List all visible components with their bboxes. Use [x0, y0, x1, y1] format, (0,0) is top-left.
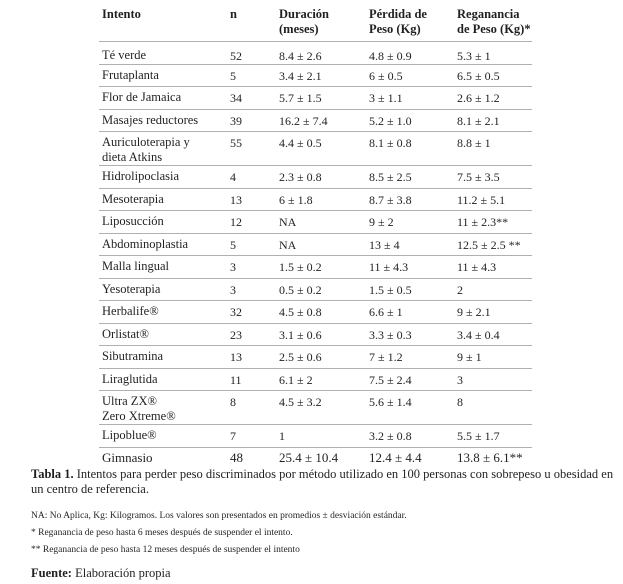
cell-intento	[102, 394, 274, 424]
cell-reganancia: 6.5 ± 0.5	[457, 68, 500, 83]
cell-perdida: 11 ± 4.3	[369, 260, 409, 274]
cell-intento-line1: Liraglutida	[102, 371, 158, 386]
cell-intento-line1: Ultra ZX®	[102, 394, 157, 408]
table-caption	[31, 467, 616, 496]
header-reganancia-line2: de Peso (Kg)*	[457, 22, 531, 36]
table-row	[99, 391, 532, 425]
cell-reganancia: 8	[457, 395, 463, 409]
cell-intento-line1: Sibutramina	[102, 349, 164, 363]
cell-duracion: 4.4 ± 0.5	[279, 136, 322, 150]
cell-intento	[102, 259, 274, 274]
cell-n: 13	[230, 192, 242, 207]
cell-duracion: NA	[279, 237, 297, 252]
cell-reganancia: 5.5 ± 1.7	[457, 429, 500, 443]
cell-perdida: 3 ± 1.1	[369, 91, 403, 105]
table-row	[99, 166, 532, 189]
cell-n: 48	[230, 449, 243, 465]
cell-perdida: 8.1 ± 0.8	[369, 136, 412, 150]
cell-perdida: 5.2 ± 1.0	[369, 113, 412, 128]
header-perdida-line2: Peso (Kg)	[369, 22, 421, 36]
source-text: Elaboración propia	[75, 566, 171, 580]
cell-intento-line1: Flor de Jamaica	[102, 90, 182, 104]
cell-intento-line1: Liposucción	[102, 214, 164, 228]
cell-perdida: 7.5 ± 2.4	[369, 372, 412, 387]
cell-duracion: 2.3 ± 0.8	[279, 170, 322, 184]
cell-intento-line2: Zero Xtreme®	[102, 409, 176, 423]
source-label: Fuente:	[31, 566, 72, 580]
table-row	[99, 448, 532, 470]
table-row	[99, 132, 532, 166]
table-row	[99, 256, 532, 279]
table-row	[99, 65, 532, 88]
cell-duracion: 6 ± 1.8	[279, 192, 313, 207]
cell-intento	[102, 48, 274, 63]
cell-perdida: 5.6 ± 1.4	[369, 395, 412, 409]
cell-reganancia: 11 ± 2.3**	[457, 215, 509, 229]
cell-intento-line1: Mesoterapia	[102, 191, 164, 206]
cell-intento-line1: Lipoblue®	[102, 428, 157, 442]
note-double-asterisk: ** Reganancia de peso hasta 12 meses después de suspender el intento	[31, 545, 300, 555]
table-row	[99, 189, 532, 212]
cell-duracion: 2.5 ± 0.6	[279, 350, 322, 364]
header-duracion-line1: Duración	[279, 7, 329, 21]
header-reganancia-line1: Reganancia	[457, 7, 520, 21]
cell-intento-line2: dieta Atkins	[102, 150, 163, 164]
cell-duracion: 3.1 ± 0.6	[279, 327, 322, 342]
cell-intento	[102, 327, 274, 342]
table-row	[99, 369, 532, 392]
cell-reganancia: 5.3 ± 1	[457, 49, 491, 63]
cell-intento-line1: Té verde	[102, 48, 147, 62]
cell-intento-line1: Masajes reductores	[102, 112, 199, 127]
cell-intento	[102, 237, 274, 252]
cell-duracion: 1	[279, 429, 285, 443]
cell-perdida: 6 ± 0.5	[369, 68, 403, 83]
cell-duracion: 5.7 ± 1.5	[279, 91, 322, 105]
cell-intento-line1: Yesoterapia	[102, 281, 161, 296]
cell-reganancia: 8.1 ± 2.1	[457, 113, 500, 128]
cell-intento-line1: Gimnasio	[102, 449, 153, 465]
cell-intento	[102, 192, 274, 207]
cell-intento	[102, 428, 274, 443]
cell-intento	[102, 214, 274, 229]
cell-duracion: 1.5 ± 0.2	[279, 260, 322, 274]
source-line	[31, 566, 171, 581]
cell-duracion: 4.5 ± 0.8	[279, 305, 322, 319]
header-duracion-line2: (meses)	[279, 22, 319, 36]
cell-intento-line1: Hidrolipoclasia	[102, 169, 180, 183]
cell-intento-line1: Auriculoterapia y	[102, 135, 190, 149]
cell-reganancia: 7.5 ± 3.5	[457, 170, 500, 184]
cell-intento	[102, 90, 274, 105]
table-row	[99, 279, 532, 302]
note-single-asterisk: * Reganancia de peso hasta 6 meses después de suspender el intento.	[31, 528, 293, 538]
cell-perdida: 4.8 ± 0.9	[369, 49, 412, 63]
cell-intento	[102, 372, 274, 387]
cell-duracion: 16.2 ± 7.4	[279, 113, 328, 128]
weight-loss-table	[99, 4, 532, 469]
table-row	[99, 324, 532, 347]
cell-intento	[102, 282, 274, 297]
table-row	[99, 42, 532, 65]
header-perdida-line1: Pérdida de	[369, 7, 427, 21]
cell-perdida: 13 ± 4	[369, 237, 400, 252]
cell-perdida: 12.4 ± 4.4	[369, 449, 422, 465]
cell-reganancia: 11.2 ± 5.1	[457, 192, 506, 207]
cell-n: 8	[230, 395, 236, 409]
cell-n: 39	[230, 113, 242, 128]
cell-n: 52	[230, 49, 242, 63]
cell-duracion: 0.5 ± 0.2	[279, 282, 322, 297]
cell-intento-line1: Abdominoplastia	[102, 236, 189, 251]
cell-intento	[102, 349, 274, 364]
table-row	[99, 87, 532, 110]
header-n: n	[230, 7, 237, 21]
cell-reganancia: 3	[457, 372, 463, 387]
cell-intento	[102, 68, 274, 83]
cell-reganancia: 2.6 ± 1.2	[457, 91, 500, 105]
cell-perdida: 1.5 ± 0.5	[369, 282, 412, 297]
table-row	[99, 110, 532, 133]
cell-perdida: 8.5 ± 2.5	[369, 170, 412, 184]
cell-intento	[102, 304, 274, 319]
cell-n: 55	[230, 136, 242, 150]
cell-duracion: 4.5 ± 3.2	[279, 395, 322, 409]
cell-reganancia: 9 ± 1	[457, 350, 482, 364]
cell-intento	[102, 113, 274, 128]
cell-duracion: 8.4 ± 2.6	[279, 49, 322, 63]
cell-reganancia: 13.8 ± 6.1**	[457, 449, 523, 465]
cell-intento	[102, 169, 274, 184]
header-duracion	[279, 7, 329, 37]
cell-intento	[102, 135, 274, 165]
table-body	[99, 42, 532, 469]
cell-reganancia: 9 ± 2.1	[457, 305, 491, 319]
cell-n: 12	[230, 215, 242, 229]
cell-n: 5	[230, 237, 236, 252]
cell-duracion: 25.4 ± 10.4	[279, 449, 339, 465]
cell-duracion: 6.1 ± 2	[279, 372, 313, 387]
table-row	[99, 346, 532, 369]
cell-n: 34	[230, 91, 242, 105]
cell-perdida: 9 ± 2	[369, 215, 394, 229]
cell-n: 5	[230, 68, 236, 83]
caption-text: Intentos para perder peso discriminados por método utilizado en 100 personas con sobrepeso u obesidad en un centro de referencia.	[31, 467, 614, 496]
header-perdida	[369, 7, 427, 37]
cell-reganancia: 2	[457, 282, 463, 297]
cell-n: 3	[230, 282, 236, 297]
cell-reganancia: 11 ± 4.3	[457, 260, 497, 274]
cell-reganancia: 12.5 ± 2.5 **	[457, 237, 521, 252]
table-row	[99, 211, 532, 234]
cell-n: 11	[230, 372, 242, 387]
cell-perdida: 3.3 ± 0.3	[369, 327, 412, 342]
note-abbreviations: NA: No Aplica, Kg: Kilogramos. Los valores son presentados en promedios ± desviación estándar.	[31, 511, 407, 521]
table-row	[99, 234, 532, 257]
cell-intento	[102, 450, 274, 465]
table-header	[99, 4, 532, 42]
cell-perdida: 3.2 ± 0.8	[369, 429, 412, 443]
cell-perdida: 8.7 ± 3.8	[369, 192, 412, 207]
caption-label: Tabla 1.	[31, 467, 74, 481]
cell-duracion: 3.4 ± 2.1	[279, 68, 322, 83]
cell-intento-line1: Herbalife®	[102, 304, 159, 318]
cell-intento-line1: Frutaplanta	[102, 67, 159, 82]
cell-n: 23	[230, 327, 242, 342]
cell-reganancia: 3.4 ± 0.4	[457, 327, 500, 342]
cell-intento-line1: Malla lingual	[102, 259, 169, 273]
header-reganancia	[457, 7, 531, 37]
cell-reganancia: 8.8 ± 1	[457, 136, 491, 150]
table-row	[99, 425, 532, 448]
cell-n: 7	[230, 429, 236, 443]
header-intento: Intento	[102, 7, 141, 21]
cell-n: 32	[230, 305, 242, 319]
cell-duracion: NA	[279, 215, 297, 229]
cell-n: 3	[230, 260, 236, 274]
cell-perdida: 6.6 ± 1	[369, 305, 403, 319]
cell-intento-line1: Orlistat®	[102, 326, 149, 341]
cell-perdida: 7 ± 1.2	[369, 350, 403, 364]
cell-n: 13	[230, 350, 242, 364]
cell-n: 4	[230, 170, 236, 184]
table-row	[99, 301, 532, 324]
